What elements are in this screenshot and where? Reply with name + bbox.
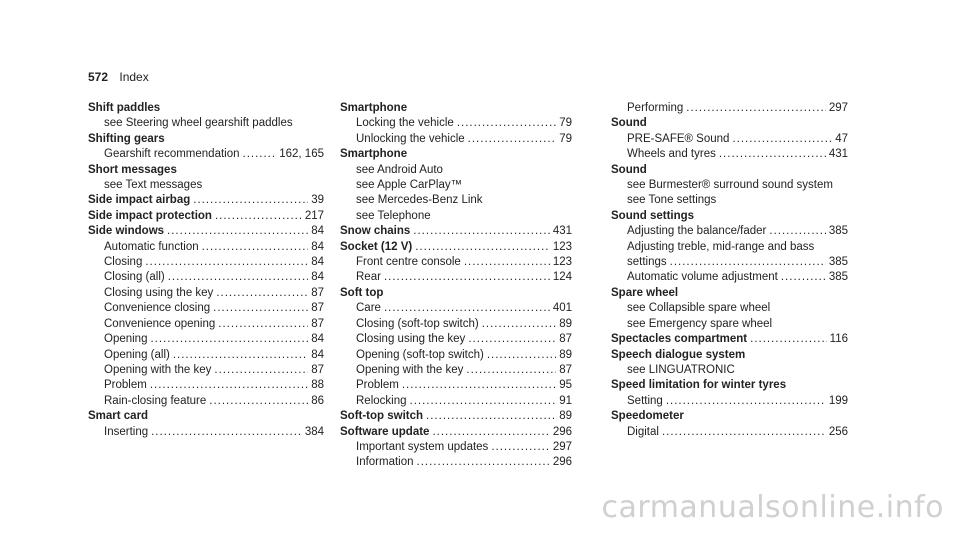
index-entry <box>88 409 324 424</box>
entry-label: Speed limitation for winter tyres <box>611 379 787 392</box>
page-reference: 86 <box>311 394 324 407</box>
index-entry <box>340 240 572 255</box>
page-reference: 79 <box>559 132 572 145</box>
index-subentry <box>88 301 324 316</box>
index-entry <box>88 101 324 116</box>
entry-label: Smartphone <box>340 148 408 161</box>
entry-label: Sound <box>611 163 647 176</box>
index-subentry <box>340 132 572 147</box>
index-entry <box>340 286 572 301</box>
entry-label: Side impact airbag <box>88 194 191 207</box>
index-entry <box>88 163 324 178</box>
entry-label: Front centre console <box>356 256 461 269</box>
entry-label: settings <box>627 256 667 269</box>
leader-dots <box>150 378 308 393</box>
entry-label: see Android Auto <box>356 163 443 176</box>
index-entry <box>611 348 848 363</box>
leader-dots <box>215 209 302 224</box>
index-column-3 <box>611 101 848 440</box>
entry-label: Shifting gears <box>88 132 165 145</box>
entry-label: Soft top <box>340 286 384 299</box>
leader-dots <box>168 270 308 285</box>
page-reference: 89 <box>559 410 572 423</box>
page-reference: 384 <box>304 425 324 438</box>
entry-label: see Apple CarPlay™ <box>356 179 463 192</box>
entry-label: Important system updates <box>356 440 489 453</box>
leader-dots <box>750 332 827 347</box>
page-reference: 84 <box>311 240 324 253</box>
entry-label: Information <box>356 456 414 469</box>
index-subentry <box>88 255 324 270</box>
leader-dots <box>218 317 308 332</box>
leader-dots <box>487 348 556 363</box>
page-reference: 296 <box>552 456 572 469</box>
entry-label: Closing (soft-top switch) <box>356 317 479 330</box>
leader-dots <box>670 255 826 270</box>
index-entry <box>88 209 324 224</box>
index-subentry <box>611 270 848 285</box>
index-entry <box>611 378 848 393</box>
entry-label: Opening with the key <box>356 363 464 376</box>
leader-dots <box>464 255 550 270</box>
entry-label: Speech dialogue system <box>611 348 746 361</box>
page-reference: 431 <box>552 225 572 238</box>
leader-dots <box>213 301 308 316</box>
entry-label: Rear <box>356 271 381 284</box>
page-header <box>88 70 149 84</box>
entry-label: Relocking <box>356 394 407 407</box>
index-subentry <box>611 193 848 208</box>
index-entry <box>88 193 324 208</box>
entry-label: Gearshift recommendation <box>104 148 240 161</box>
entry-label: Short messages <box>88 163 177 176</box>
leader-dots <box>491 440 550 455</box>
entry-label: Opening <box>104 333 148 346</box>
index-subentry <box>88 332 324 347</box>
page-reference: 431 <box>828 148 848 161</box>
page-reference: 95 <box>559 379 572 392</box>
entry-label: Spectacles compartment <box>611 333 748 346</box>
page-reference: 297 <box>828 102 848 114</box>
leader-dots <box>466 363 556 378</box>
index-subentry <box>340 348 572 363</box>
index-subentry <box>88 270 324 285</box>
index-entry <box>340 224 572 239</box>
index-subentry <box>88 286 324 301</box>
page-reference: 87 <box>311 317 324 330</box>
entry-label: Rain-closing feature <box>104 394 207 407</box>
index-subentry <box>340 363 572 378</box>
index-subentry <box>340 193 572 208</box>
entry-label: Convenience opening <box>104 317 216 330</box>
index-subentry <box>340 270 572 285</box>
entry-label: see Text messages <box>104 179 203 192</box>
leader-dots <box>417 455 550 470</box>
page-reference: 162, 165 <box>279 148 324 161</box>
entry-label: Soft-top switch <box>340 410 424 423</box>
index-subentry <box>611 317 848 332</box>
page-reference: 89 <box>559 317 572 330</box>
page-reference: 123 <box>552 256 572 269</box>
index-subentry <box>611 147 848 162</box>
page-reference: 217 <box>304 209 324 222</box>
index-subentry <box>88 363 324 378</box>
page-reference: 84 <box>311 333 324 346</box>
entry-label: Closing using the key <box>104 286 214 299</box>
entry-label: Closing <box>104 256 143 269</box>
page-reference: 199 <box>828 394 848 407</box>
leader-dots <box>482 317 556 332</box>
page-reference: 87 <box>559 333 572 346</box>
leader-dots <box>209 394 308 409</box>
entry-label: see Mercedes-Benz Link <box>356 194 483 207</box>
index-subentry <box>340 209 572 224</box>
entry-label: see Telephone <box>356 209 431 222</box>
index-subentry <box>611 425 848 440</box>
entry-label: Side windows <box>88 225 165 238</box>
entry-label: Adjusting treble, mid-range and bass <box>627 240 815 253</box>
page-reference: 87 <box>559 363 572 376</box>
entry-label: Unlocking the vehicle <box>356 132 465 145</box>
index-subentry <box>611 240 848 255</box>
index-entry <box>611 409 848 424</box>
index-subentry <box>611 101 848 116</box>
entry-label: Socket (12 V) <box>340 240 413 253</box>
entry-label: PRE-SAFE® Sound <box>627 132 730 145</box>
entry-label: see Steering wheel gearshift paddles <box>104 117 293 130</box>
entry-label: Performing <box>627 102 684 114</box>
leader-dots <box>686 101 826 116</box>
index-subentry <box>611 224 848 239</box>
leader-dots <box>402 378 556 393</box>
page-reference: 296 <box>552 425 572 438</box>
leader-dots <box>384 301 550 316</box>
index-subentry <box>340 378 572 393</box>
entry-label: Adjusting the balance/fader <box>627 225 767 238</box>
leader-dots <box>173 348 308 363</box>
index-subentry <box>88 317 324 332</box>
page-reference: 401 <box>552 302 572 315</box>
page-reference: 84 <box>311 256 324 269</box>
entry-label: Speedometer <box>611 410 684 423</box>
entry-label: Automatic volume adjustment <box>627 271 778 284</box>
index-subentry <box>88 394 324 409</box>
index-subentry <box>88 147 324 162</box>
entry-label: Shift paddles <box>88 102 161 114</box>
entry-label: Convenience closing <box>104 302 211 315</box>
page-reference: 84 <box>311 271 324 284</box>
index-entry <box>88 132 324 147</box>
entry-label: see Collapsible spare wheel <box>627 302 771 315</box>
index-subentry <box>88 378 324 393</box>
index-entry <box>611 163 848 178</box>
entry-label: Digital <box>627 425 659 438</box>
index-entry <box>611 209 848 224</box>
leader-dots <box>151 425 302 440</box>
entry-label: Problem <box>356 379 399 392</box>
index-subentry <box>88 178 324 193</box>
index-column-1 <box>88 101 324 440</box>
leader-dots <box>145 255 308 270</box>
index-subentry <box>340 301 572 316</box>
leader-dots <box>167 224 308 239</box>
entry-label: Automatic function <box>104 240 199 253</box>
page-number: 572 <box>88 70 109 84</box>
index-entry <box>611 332 848 347</box>
leader-dots <box>384 270 550 285</box>
leader-dots <box>769 224 825 239</box>
page-reference: 39 <box>311 194 324 207</box>
leader-dots <box>413 224 550 239</box>
entry-label: Opening (all) <box>104 348 170 361</box>
index-subentry <box>611 394 848 409</box>
page-reference: 385 <box>828 271 848 284</box>
entry-label: Opening (soft-top switch) <box>356 348 484 361</box>
page-reference: 88 <box>311 379 324 392</box>
index-entry <box>340 409 572 424</box>
entry-label: Spare wheel <box>611 286 679 299</box>
index-entry <box>611 116 848 131</box>
watermark: carmanualsonline.info <box>601 490 944 525</box>
index-subentry <box>340 178 572 193</box>
entry-label: Smartphone <box>340 102 408 114</box>
page-reference: 79 <box>559 117 572 130</box>
entry-label: Setting <box>627 394 663 407</box>
entry-label: Problem <box>104 379 147 392</box>
page-reference: 87 <box>311 363 324 376</box>
entry-label: Sound <box>611 117 647 130</box>
leader-dots <box>468 332 556 347</box>
entry-label: Snow chains <box>340 225 411 238</box>
entry-label: see Emergency spare wheel <box>627 317 773 330</box>
index-entry <box>340 101 572 116</box>
entry-label: Care <box>356 302 381 315</box>
index-subentry <box>340 440 572 455</box>
index-entry <box>340 147 572 162</box>
leader-dots <box>468 132 557 147</box>
index-subentry <box>88 425 324 440</box>
entry-label: Opening with the key <box>104 363 212 376</box>
index-subentry <box>88 116 324 131</box>
index-subentry <box>88 348 324 363</box>
entry-label: see Burmester® surround sound system <box>627 179 833 192</box>
entry-label: see Tone settings <box>627 194 717 207</box>
leader-dots <box>150 332 308 347</box>
entry-label: Sound settings <box>611 209 695 222</box>
index-subentry <box>340 317 572 332</box>
section-title: Index <box>119 70 149 84</box>
leader-dots <box>214 363 308 378</box>
index-subentry <box>611 178 848 193</box>
leader-dots <box>193 193 308 208</box>
leader-dots <box>666 394 826 409</box>
index-subentry <box>611 255 848 270</box>
entry-label: Wheels and tyres <box>627 148 716 161</box>
leader-dots <box>216 286 308 301</box>
page-reference: 84 <box>311 348 324 361</box>
entry-label: Smart card <box>88 410 149 423</box>
leader-dots <box>415 240 550 255</box>
entry-label: Inserting <box>104 425 149 438</box>
index-subentry <box>340 332 572 347</box>
page-reference: 87 <box>311 302 324 315</box>
index-subentry <box>340 163 572 178</box>
leader-dots <box>432 425 549 440</box>
index-subentry <box>340 255 572 270</box>
leader-dots <box>732 132 832 147</box>
leader-dots <box>457 116 556 131</box>
page-reference: 256 <box>828 425 848 438</box>
entry-label: see LINGUATRONIC <box>627 363 735 376</box>
entry-label: Software update <box>340 425 430 438</box>
index-entry <box>340 425 572 440</box>
page-reference: 123 <box>552 240 572 253</box>
leader-dots <box>243 147 277 162</box>
leader-dots <box>662 425 826 440</box>
page-reference: 84 <box>311 225 324 238</box>
page-reference: 89 <box>559 348 572 361</box>
leader-dots <box>202 240 309 255</box>
index-subentry <box>340 455 572 470</box>
page-reference: 47 <box>835 132 848 145</box>
page-reference: 385 <box>828 256 848 269</box>
index-subentry <box>340 116 572 131</box>
page-reference: 124 <box>552 271 572 284</box>
entry-label: Locking the vehicle <box>356 117 454 130</box>
index-entry <box>88 224 324 239</box>
index-entry <box>611 286 848 301</box>
page-reference: 385 <box>828 225 848 238</box>
leader-dots <box>719 147 826 162</box>
leader-dots <box>410 394 557 409</box>
leader-dots <box>781 270 826 285</box>
entry-label: Closing using the key <box>356 333 466 346</box>
index-subentry <box>611 132 848 147</box>
page-reference: 116 <box>829 333 848 346</box>
index-subentry <box>611 301 848 316</box>
leader-dots <box>426 409 556 424</box>
page-reference: 91 <box>559 394 572 407</box>
page-reference: 297 <box>552 440 572 453</box>
index-subentry <box>88 240 324 255</box>
index-column-2 <box>340 101 572 471</box>
entry-label: Side impact protection <box>88 209 212 222</box>
page-reference: 87 <box>311 286 324 299</box>
entry-label: Closing (all) <box>104 271 165 284</box>
index-subentry <box>340 394 572 409</box>
index-subentry <box>611 363 848 378</box>
